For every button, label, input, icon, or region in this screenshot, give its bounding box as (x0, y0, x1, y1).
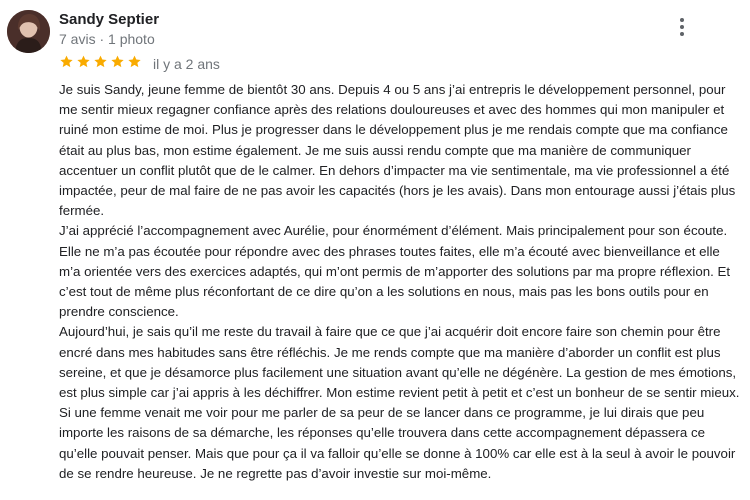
more-options-button[interactable] (672, 14, 692, 40)
star-icon (76, 54, 91, 69)
review-text (59, 80, 743, 484)
avatar[interactable] (7, 10, 50, 53)
more-vert-icon (680, 18, 684, 22)
review-paragraph: Je suis Sandy, jeune femme de bientôt 30 ans. Depuis 4 ou 5 ans j’ai entrepris le développement personnel, pour me sentir mieux regagner confiance après des relations douloureuses et avec des hommes qui mon manipuler et ruiné mon estime de moi. Plus je progresser dans le développement plus je me rendais compte que ma confiance était au plus bas, mon estime également. Je me suis aussi rendu compte que ma manière de communiquer accentuer un conflit plutôt que de le calmer. En dehors d’impacter ma vie sentimentale, ma vie professionnel a été impactée, peur de mal faire de ne pas avoir les capacités (hors je les avais). Dans mon entourage aussi j’étais plus fermée. (59, 82, 736, 219)
star-icon (59, 54, 74, 69)
review-paragraph: J’ai apprécié l’accompagnement avec Aurélie, pour énormément d’élément. Mais principalement pour son écoute. Elle ne m’a pas écoutée pour répondre avec des phrases toutes faites, elle m’a écouté avec bienveillance et elle m’a orientée vers des exercices adaptés, qui m’ont permis de m’apporter des solutions par ma propre réflexion. Et c’est tout de même plus réconfortant de ce dire qu’on a les solutions en nous, mais pas les bons outils pour en prendre conscience. (59, 223, 731, 320)
reviewer-meta: 7 avis · 1 photo (59, 31, 155, 47)
star-rating (59, 55, 220, 73)
star-icon (127, 54, 142, 69)
review-paragraph: Aujourd’hui, je sais qu’il me reste du travail à faire que ce que j’ai acquérir doit encore faire son chemin pour être encré dans mes habitudes sans être réfléchis. Je me rends compte que ma manière d’aborder un conflit est plus sereine, et que je désamorce plus facilement une situation avant qu’elle ne dégénère. La gestion de mes émotions, est plus simple car j’ai appris à les déchiffrer. Mon estime revient petit à petit et c’est un bonheur de se sentir mieux. (59, 324, 740, 401)
review-time: il y a 2 ans (153, 55, 220, 72)
star-icon (93, 54, 108, 69)
stars (59, 54, 144, 74)
star-icon (110, 54, 125, 69)
review-paragraph: Si une femme venait me voir pour me parler de sa peur de se lancer dans ce programme, je lui dirais que peu importe les raisons de sa démarche, les réponses qu’elle trouvera dans cette accompagnement dépassera ce qu’elle pouvait penser. Mais que pour ça il va falloir qu’elle se donne à 100% car elle est à la seul à avoir le pouvoir de se rendre heureuse. Je ne regrette pas d’avoir investie sur moi-même. (59, 405, 736, 481)
reviewer-name[interactable]: Sandy Septier (59, 11, 160, 28)
